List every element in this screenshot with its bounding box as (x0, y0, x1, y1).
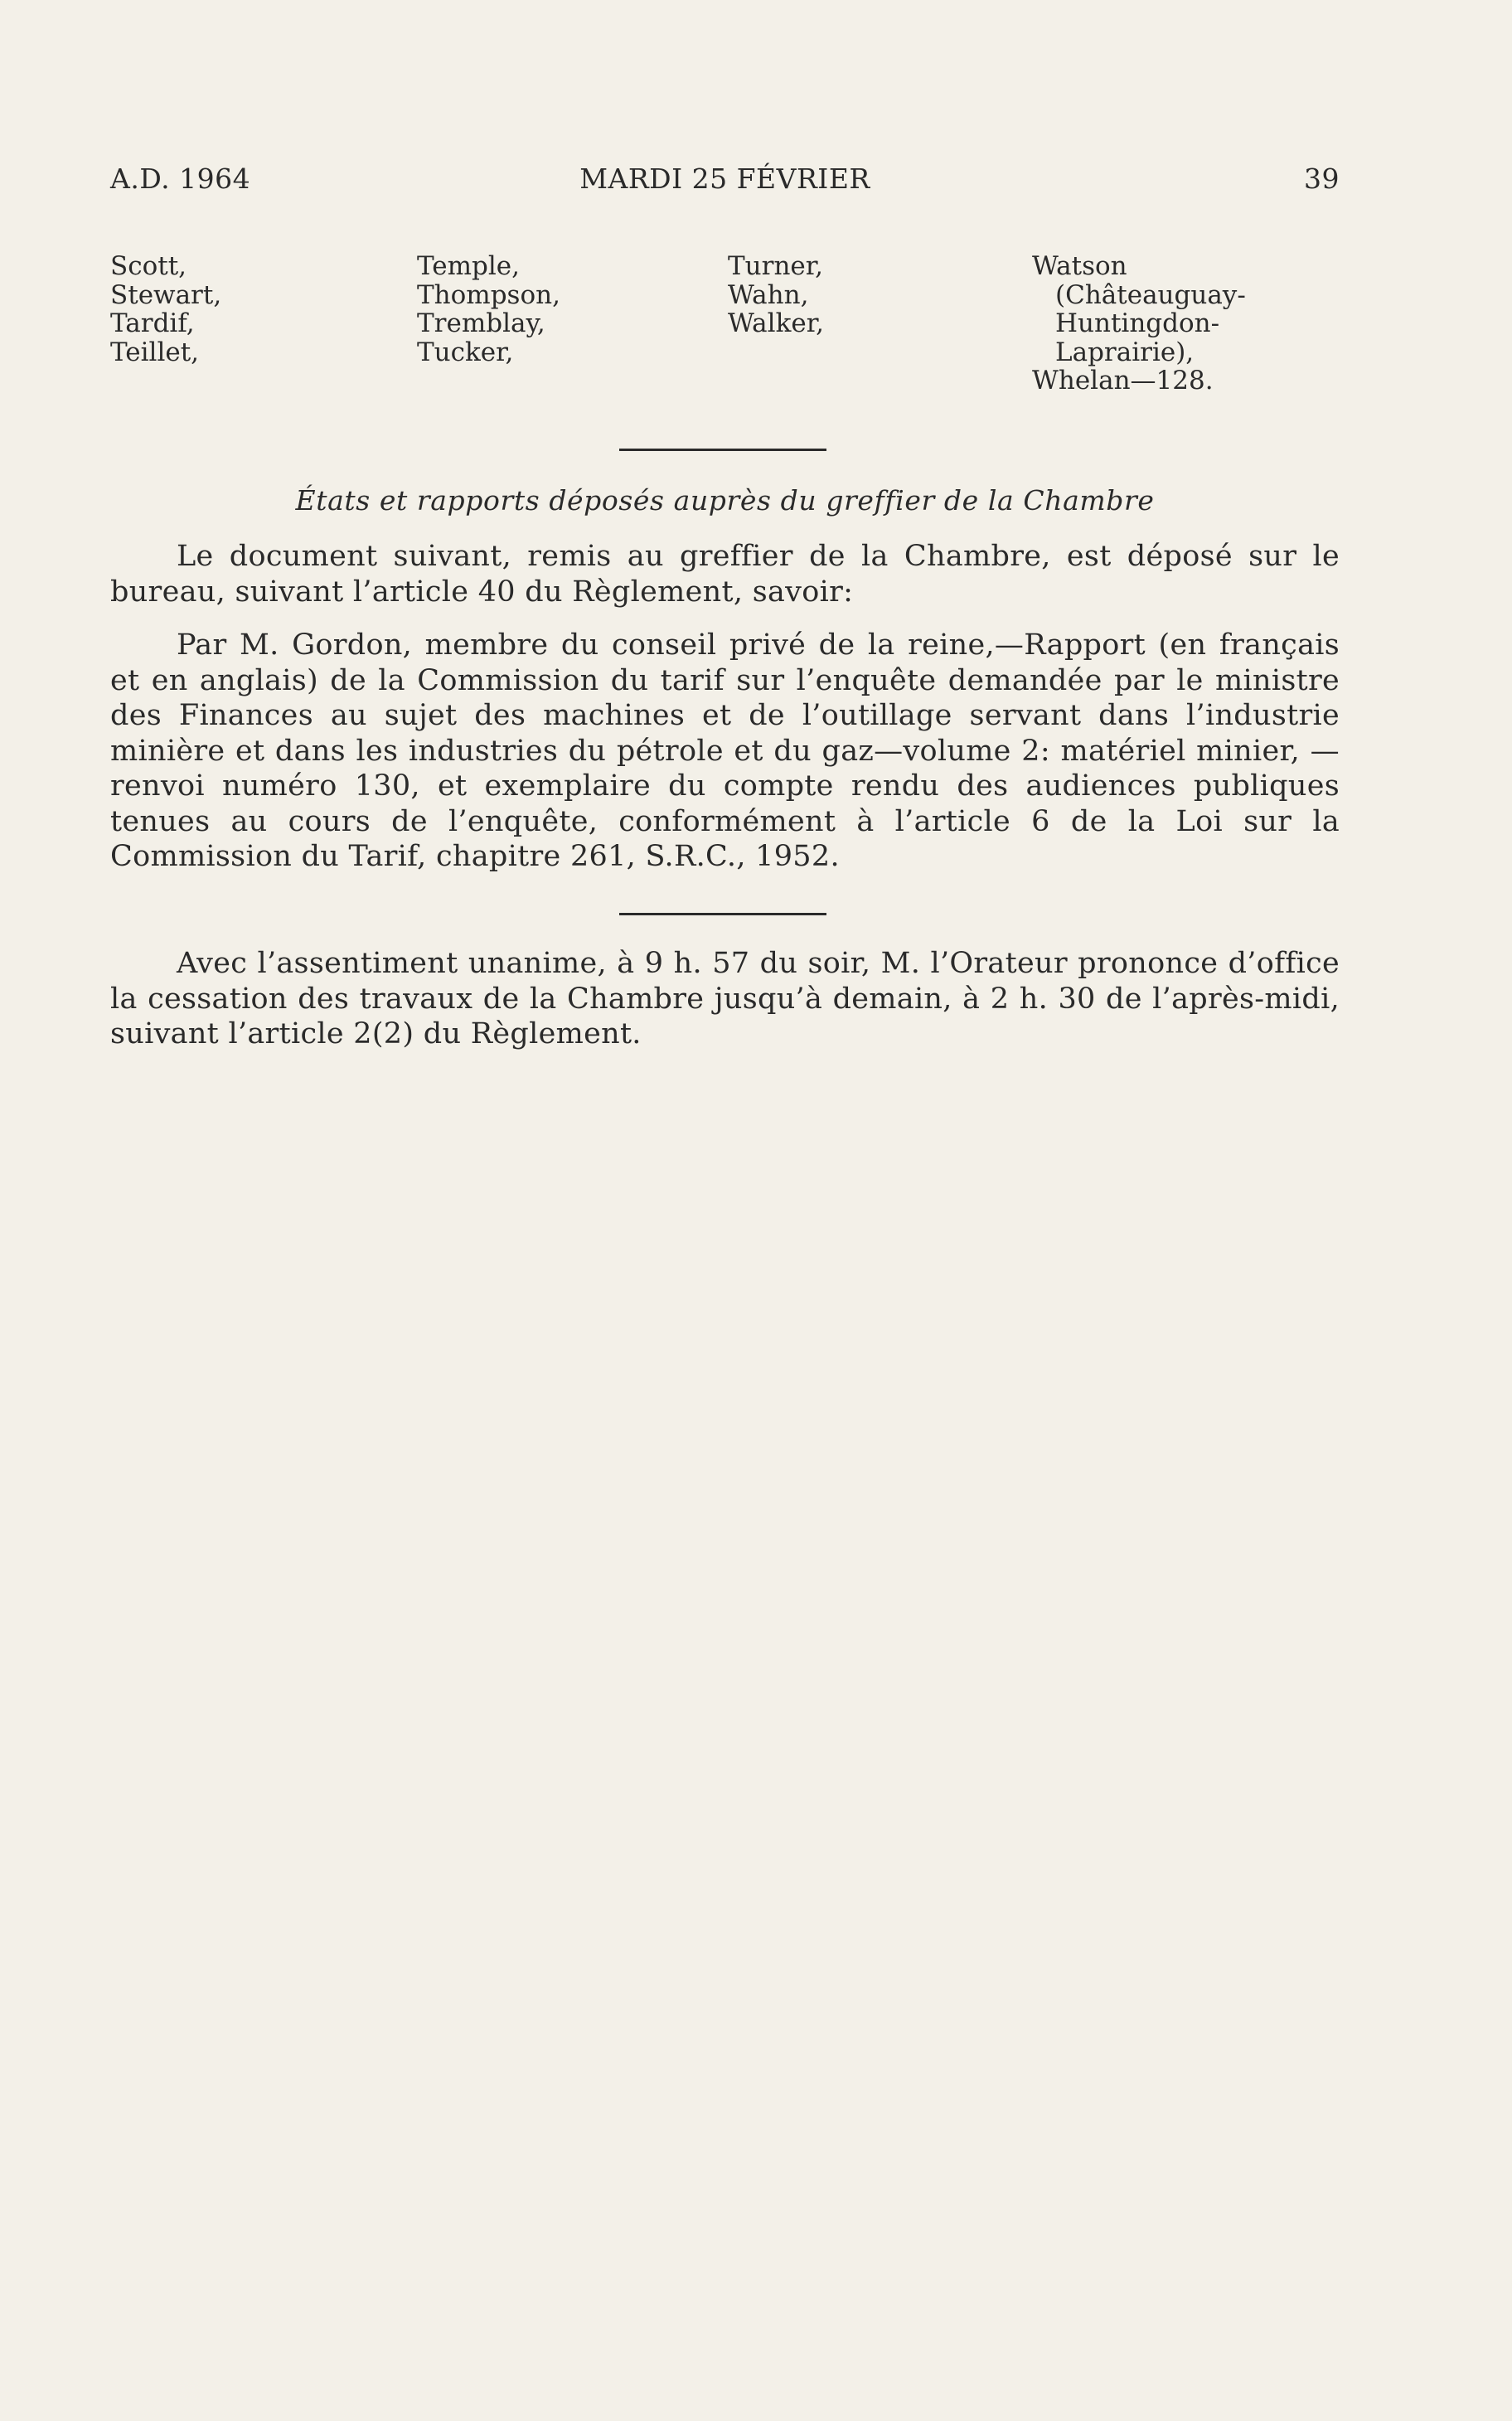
paragraph-document-tabled: Le document suivant, remis au greffier de la Chambre, est déposé sur le bureau, suivant l’article 40 du Règlement, savoir: (110, 540, 1340, 609)
member-name: Tucker, (417, 337, 514, 367)
member-name: Tremblay, (417, 308, 545, 338)
running-head (110, 163, 1340, 202)
names-column-4 (1032, 252, 1246, 395)
member-name: Stewart, (110, 279, 222, 310)
page-number: 39 (1304, 163, 1340, 195)
member-name: Watson (1032, 251, 1127, 281)
names-column-2 (417, 252, 560, 366)
header-year: A.D. 1964 (110, 163, 251, 195)
member-name: Temple, (417, 251, 520, 281)
member-name-continuation: Laprairie), (1055, 337, 1195, 367)
member-name: Turner, (728, 251, 824, 281)
names-column-3 (728, 252, 824, 338)
section-heading: États et rapports déposés auprès du greffier de la Chambre (295, 484, 1155, 517)
member-name: Walker, (728, 308, 824, 338)
paragraph-adjournment: Avec l’assentiment unanime, à 9 h. 57 du soir, M. l’Orateur prononce d’office la cessation des travaux de la Chambre jusqu’à demain, à 2 h. 30 de l’après-midi, suivant l’article 2(2) du Règlement. (110, 947, 1340, 1050)
names-column-1 (110, 252, 221, 366)
member-name: Wahn, (728, 279, 809, 310)
member-name-total: Whelan—128. (1032, 366, 1214, 395)
member-name: Scott, (110, 251, 187, 281)
section-divider (619, 449, 826, 451)
paragraph-gordon-report: Par M. Gordon, membre du conseil privé de la reine,—Rapport (en français et en anglais) de la Commission du tarif sur l’enquête demandée par le ministre des Finances au sujet des machines et de l’outillage servant dans l’industrie minière et dans les industries du pétrole et du gaz—volume 2: matériel minier, —renvoi numéro 130, et exemplaire du compte rendu des audiences publiques tenues au cours de l’enquête, conformément à l’article 6 de la Loi sur la Commission du Tarif, chapitre 261, S.R.C., 1952. (110, 628, 1340, 873)
member-name: Teillet, (110, 337, 200, 367)
member-name-continuation: (Châteauguay- (1055, 279, 1246, 310)
header-date: MARDI 25 FÉVRIER (579, 163, 870, 195)
section-divider (619, 913, 826, 915)
member-name: Tardif, (110, 308, 195, 338)
member-name: Thompson, (417, 279, 560, 310)
member-name-continuation: Huntingdon- (1055, 308, 1220, 338)
